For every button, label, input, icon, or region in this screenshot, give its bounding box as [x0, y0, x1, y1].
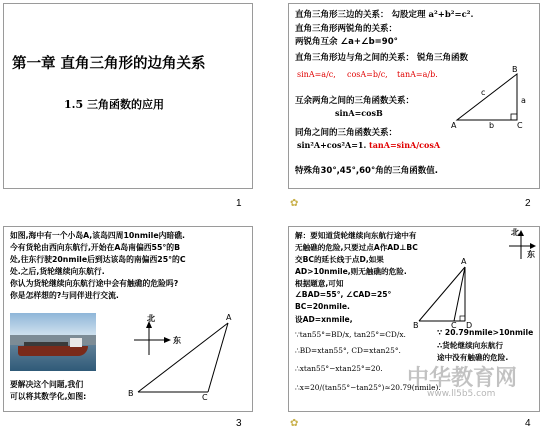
north-label: 北 [147, 314, 155, 323]
tan-definition: tanA=a/b. [397, 70, 438, 79]
text-line: 可以将其数学化,如图: [10, 392, 87, 401]
text-line: 设AD=xnmile, [295, 315, 353, 324]
text-line: 直角三角形三边的关系： 勾股定理 a²+b²=c². [295, 10, 474, 20]
text-line: sinA=cosB [335, 108, 383, 118]
text-line: AD>10nmile,则无触礁的危险. [295, 267, 407, 276]
slide-3[interactable] [3, 226, 253, 412]
page-number: 3 [236, 418, 242, 429]
text-line: 解：要知道货轮继续向东航行途中有 [295, 231, 417, 240]
text-line: 直角三角形边与角之间的关系： 锐角三角函数 [295, 53, 468, 63]
text-line: 如图,海中有一个小岛A,该岛四周10nmile内暗礁. [10, 231, 185, 240]
text-line: 两锐角互余 ∠a+∠b=90° [295, 37, 398, 47]
equation: ∵tan55°=BD/x, tan25°=CD/x. [295, 330, 406, 339]
page-number: 2 [525, 198, 531, 209]
conclusion-line: ∴货轮继续向东航行 [437, 341, 504, 350]
text-line: 今有货轮由西向东航行,开始在A岛南偏西55°的B [10, 243, 181, 252]
vertex-label: B [128, 389, 134, 398]
vertex-label: C [451, 321, 457, 330]
star-icon: ✿ [290, 198, 299, 209]
text-line: sin²A+cos²A=1. tanA=sinA/cosA [297, 140, 441, 150]
conclusion-line: 途中没有触礁的危险. [437, 353, 509, 362]
equation: ∴BD=xtan55°, CD=xtan25°. [295, 346, 401, 355]
text-line: BC=20nmile. [295, 302, 350, 311]
text-line: 交BC的延长线于点D,如果 [295, 255, 384, 264]
side-label: c [481, 88, 486, 97]
vertex-label: D [466, 321, 473, 330]
text-line: 同角之间的三角函数关系： [295, 128, 398, 138]
watermark-url: www.ll5b5.com [427, 389, 496, 399]
text-line: 处,往东行驶20nmile后到达该岛的南偏西25°的C [10, 255, 186, 264]
text-line: 根据题意,可知 [295, 279, 344, 288]
right-triangle-diagram [289, 4, 540, 189]
vertex-label: C [202, 393, 208, 402]
vertex-label: B [413, 321, 419, 330]
north-label: 北 [511, 228, 519, 237]
text-line: 直角三角形两锐角的关系： [295, 24, 398, 34]
side-label: b [489, 121, 495, 130]
sin-definition: sinA=a/c, [297, 70, 336, 79]
east-label: 东 [173, 336, 181, 345]
slide-4[interactable] [288, 226, 540, 412]
text-line: 无触礁的危险,只要过点A作AD⊥BC [295, 243, 418, 252]
vertex-label: C [517, 121, 523, 130]
text-line: 要解决这个问题,我们 [10, 380, 84, 389]
slide-2[interactable] [288, 3, 540, 189]
vertex-label: A [226, 313, 232, 322]
slide-1[interactable] [3, 3, 253, 189]
vertex-label: A [451, 121, 457, 130]
text-line: 你认为货轮继续向东航行途中会有触礁的危险吗? [10, 279, 179, 288]
cos-definition: cosA=b/c, [347, 70, 388, 79]
star-icon: ✿ [290, 418, 299, 429]
slide-title: 第一章 直角三角形的边角关系 [12, 55, 206, 72]
watermark-text: 中华教育网 [407, 366, 518, 391]
text-line: ∠BAD=55°, ∠CAD=25° [295, 290, 392, 299]
text-line: 特殊角30°,45°,60°角的三角函数值. [295, 166, 438, 176]
slide-subtitle: 1.5 三角函数的应用 [64, 98, 164, 111]
text-line: 处.之后,货轮继续向东航行. [10, 267, 105, 276]
page-number: 4 [525, 418, 531, 429]
side-label: a [521, 96, 526, 105]
text-line: 互余两角之间的三角函数关系： [295, 96, 415, 106]
vertex-label: A [461, 257, 467, 266]
vertex-label: B [512, 65, 518, 74]
conclusion-line: ∵ 20.79nmile>10nmile [437, 328, 534, 337]
text-line: 你是怎样想的?与同伴进行交流. [10, 291, 119, 300]
east-label: 东 [527, 250, 535, 259]
equation: ∴x=20/(tan55°−tan25°)≈20.79(nmile). [295, 383, 441, 392]
page-number: 1 [236, 198, 242, 209]
equation: ∴xtan55°−xtan25°=20. [295, 364, 383, 373]
